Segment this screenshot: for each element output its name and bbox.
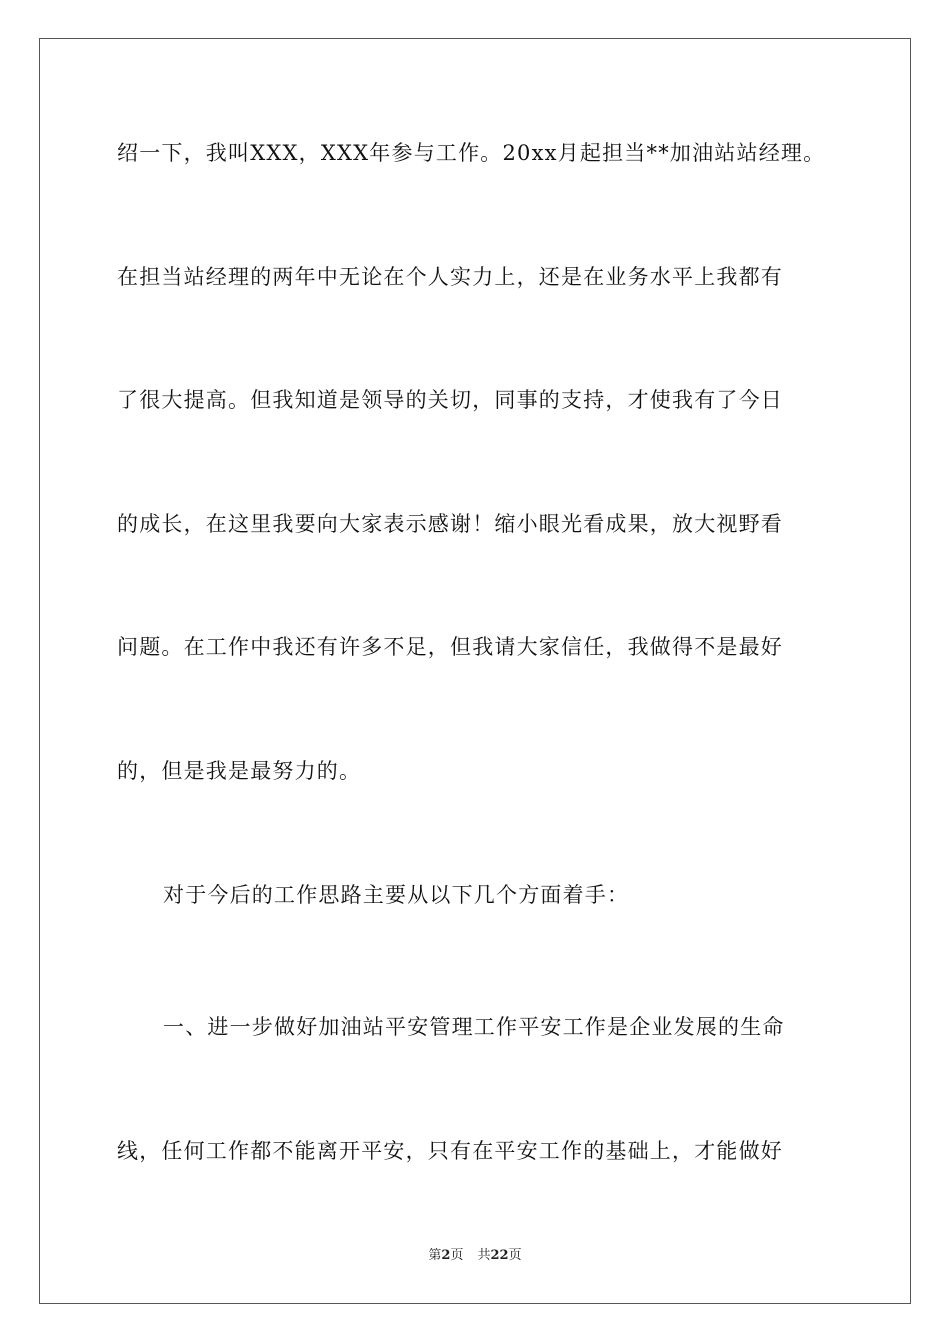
paragraph-line-7: 对于今后的工作思路主要从以下几个方面着手： (163, 883, 630, 907)
total-prefix: 共 (477, 1248, 491, 1263)
page-prefix: 第 (428, 1248, 442, 1263)
page-footer (0, 1247, 950, 1265)
paragraph-line-9: 线，任何工作都不能离开平安，只有在平安工作的基础上，才能做好 (117, 1139, 783, 1163)
total-suffix: 页 (508, 1248, 522, 1263)
paragraph-line-6: 的，但是我是最努力的。 (117, 759, 362, 783)
paragraph-line-5: 问题。在工作中我还有许多不足，但我请大家信任，我做得不是最好 (117, 635, 783, 659)
total-pages: 22 (490, 1248, 509, 1263)
page-frame (39, 38, 911, 1304)
paragraph-line-4: 的成长，在这里我要向大家表示感谢！缩小眼光看成果，放大视野看 (117, 512, 783, 536)
paragraph-line-8: 一、进一步做好加油站平安管理工作平安工作是企业发展的生命 (163, 1015, 785, 1039)
page-suffix: 页 (450, 1248, 464, 1263)
paragraph-line-1: 绍一下，我叫XXX，XXX年参与工作。20xx月起担当**加油站站经理。 (117, 141, 826, 165)
paragraph-line-3: 了很大提高。但我知道是领导的关切，同事的支持，才使我有了今日 (117, 388, 783, 412)
page-number: 2 (441, 1248, 451, 1263)
paragraph-line-2: 在担当站经理的两年中无论在个人实力上，还是在业务水平上我都有 (117, 265, 783, 289)
